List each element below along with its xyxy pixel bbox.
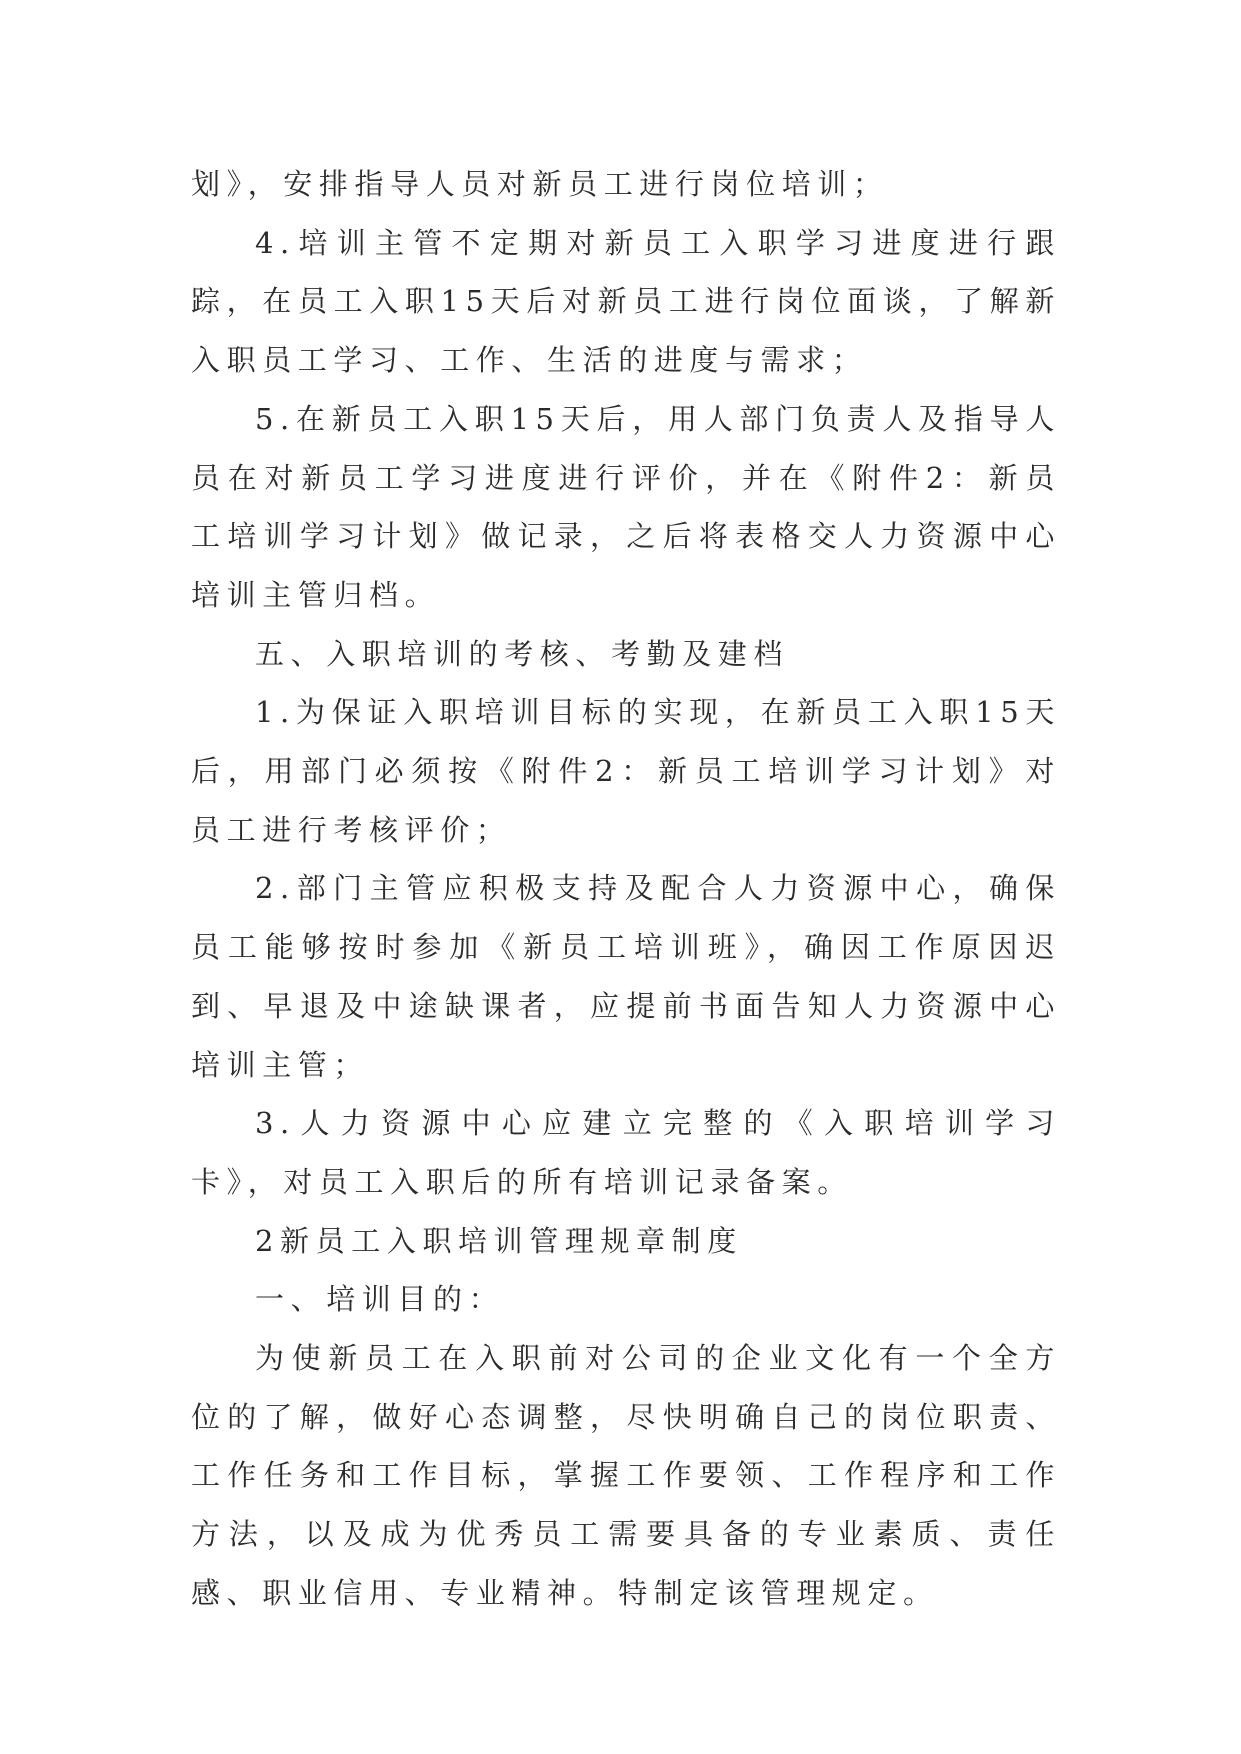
- document-section-title: 2新员工入职培训管理规章制度: [255, 1223, 743, 1258]
- paragraph-section5-item-3: 3.人力资源中心应建立完整的《入职培训学习卡》，对员工入职后的所有培训记录备案。: [191, 1106, 1061, 1199]
- paragraph-training-purpose: 为使新员工在入职前对公司的企业文化有一个全方位的了解，做好心态调整，尽快明确自己的岗位职责、工作任务和工作目标，掌握工作要领、工作程序和工作方法，以及成为优秀员工需要具备的专业素质、责任感、职业信用、专业精神。特制定该管理规定。: [191, 1341, 1061, 1610]
- paragraph-item-5: 5.在新员工入职15天后，用人部门负责人及指导人员在对新员工学习进度进行评价，并在《附件2：新员工培训学习计划》做记录，之后将表格交人力资源中心培训主管归档。: [191, 401, 1061, 612]
- document-body: [191, 155, 1061, 1623]
- paragraph-item-4: 4.培训主管不定期对新员工入职学习进度进行跟踪，在员工入职15天后对新员工进行岗位面谈，了解新入职员工学习、工作、生活的进度与需求；: [191, 225, 1061, 378]
- paragraph-section5-item-1: 1.为保证入职培训目标的实现，在新员工入职15天后，用部门必须按《附件2：新员工培训学习计划》对员工进行考核评价；: [191, 695, 1061, 847]
- paragraph-section5-item-2: 2.部门主管应积极支持及配合人力资源中心，确保员工能够按时参加《新员工培训班》，确因工作原因迟到、早退及中途缺课者，应提前书面告知人力资源中心培训主管；: [191, 871, 1061, 1082]
- section-heading-5: 五、入职培训的考核、考勤及建档: [255, 636, 790, 671]
- section-heading-1: 一、培训目的：: [255, 1282, 505, 1317]
- paragraph-continuation: 划》，安排指导人员对新员工进行岗位培训；: [191, 167, 889, 201]
